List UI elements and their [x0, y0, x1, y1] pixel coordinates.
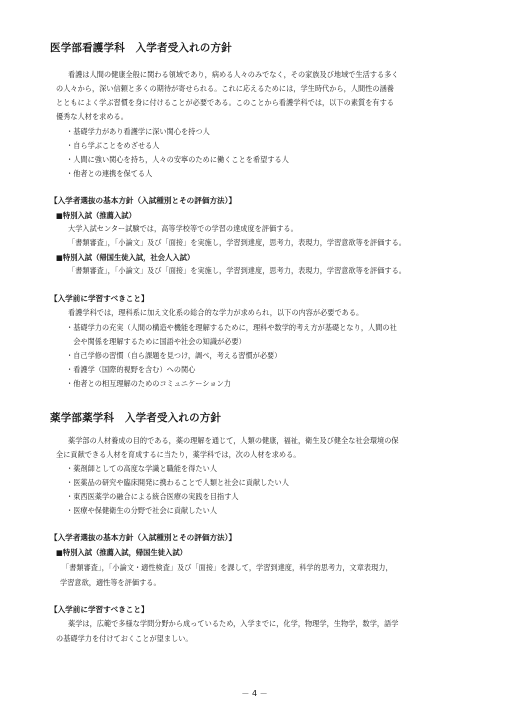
pharmacy-intro-line-2: 全に貢献できる人材を育成するに当たり，薬学科では，次の人材を求める。 [56, 450, 301, 459]
nursing-prep-item: ・他者との相互理解のためのコミュニケーション力 [66, 379, 231, 388]
nursing-sel1-line-1: 大学入試センター試験では，高等学校等での学習の達成度を評価する。 [68, 224, 298, 233]
nursing-prep-item: ・自己学修の習慣（自ら課題を見つけ，調べ，考える習慣が必要） [66, 351, 282, 360]
nursing-intro-line-4: 優秀な人材を求める。 [56, 112, 128, 121]
nursing-admission-title: 医学部看護学科 入学者受入れの方針 [50, 42, 232, 54]
nursing-trait-item: ・基礎学力があり看護学に深い関心を持つ人 [66, 127, 210, 136]
pharmacy-trait-item: ・医療や保健衛生の分野で社会に貢献したい人 [66, 506, 218, 515]
nursing-recommendation-exam-title: ■特別入試（推薦入試） [56, 211, 136, 220]
nursing-returnee-adult-exam-title: ■特別入試（帰国生徒入試，社会人入試） [56, 253, 195, 262]
nursing-prep-item: ・看護学（国際的視野を含む）への関心 [66, 365, 196, 374]
pharmacy-prep-line-2: の基礎学力を付けておくことが望ましい。 [56, 634, 193, 643]
pharmacy-prep-heading: 【入学前に学習すべきこと】 [50, 605, 149, 614]
nursing-intro-line-1: 看護は人間の健康全般に関わる領域であり，病める人々のみでなく，その家族及び地域で生活する多く [68, 70, 399, 79]
pharmacy-trait-item: ・医薬品の研究や臨床開発に携わることで人類と社会に貢献したい人 [66, 478, 289, 487]
nursing-intro-line-3: とともによく学ぶ習慣を身に付けることが必要である。このことから看護学科では，以下の素質を有する [56, 98, 394, 107]
nursing-prep-heading: 【入学前に学習すべきこと】 [50, 294, 149, 303]
pharmacy-prep-line-1: 薬学は，広範で多様な学問分野から成っているため，入学までに，化学，物理学，生物学，数学，語学 [68, 619, 399, 628]
nursing-selection-heading: 【入学者選抜の基本方針（入試種別とその評価方法）】 [50, 196, 237, 205]
nursing-prep-item: 会や関係を理解するために国語や社会の知識が必要） [66, 337, 246, 346]
nursing-prep-intro: 看護学科では，理科系に加え文化系の総合的な学力が求められ，以下の内容が必要である。 [68, 308, 364, 317]
nursing-prep-item: ・基礎学力の充実（人間の構造や機能を理解するために，理科や数学的考え方が基礎となり，人間の社 [66, 323, 397, 332]
pharmacy-trait-item: ・薬剤師としての高度な学識と職能を得たい人 [66, 464, 218, 473]
pharmacy-intro-line-1: 薬学部の人材養成の目的である，薬の理解を通じて，人類の健康，福祉，衛生及び健全な社会環境の保 [68, 436, 399, 445]
pharmacy-admission-title: 薬学部薬学科 入学者受入れの方針 [50, 412, 222, 424]
pharmacy-sel1-line-1: 「書類審査」，「小論文・適性検査」及び「面接」を課して，学習到達度，科学的思考力，文章表現力， [62, 563, 393, 572]
nursing-intro-line-2: の人々から，深い信頼と多くの期待が寄せられる。これに応えるためには，学生時代から，人間性の涵養 [56, 84, 394, 93]
pharmacy-sel1-line-2: 学習意欲，適性等を評価する。 [60, 578, 161, 587]
nursing-trait-item: ・他者との連携を保てる人 [66, 169, 153, 178]
pharmacy-selection-heading: 【入学者選抜の基本方針（入試種別とその評価方法）】 [50, 533, 237, 542]
nursing-sel1-line-2: 「書類審査」，「小論文」及び「面接」を実施し，学習到達度，思考力，表現力，学習意欲等を評価する。 [68, 238, 407, 247]
nursing-trait-item: ・自ら学ぶことをめざせる人 [66, 141, 160, 150]
pharmacy-trait-item: ・東西医薬学の融合による統合医療の実践を目指す人 [66, 492, 239, 501]
page-number: － 4 － [241, 689, 268, 698]
nursing-sel2-line-1: 「書類審査」，「小論文」及び「面接」を実施し，学習到達度，思考力，表現力，学習意欲等を評価する。 [68, 266, 407, 275]
pharmacy-recommendation-returnee-exam-title: ■特別入試（推薦入試，帰国生徒入試） [56, 548, 187, 557]
nursing-trait-item: ・人間に強い関心を持ち，人々の安寧のために働くことを希望する人 [66, 155, 289, 164]
